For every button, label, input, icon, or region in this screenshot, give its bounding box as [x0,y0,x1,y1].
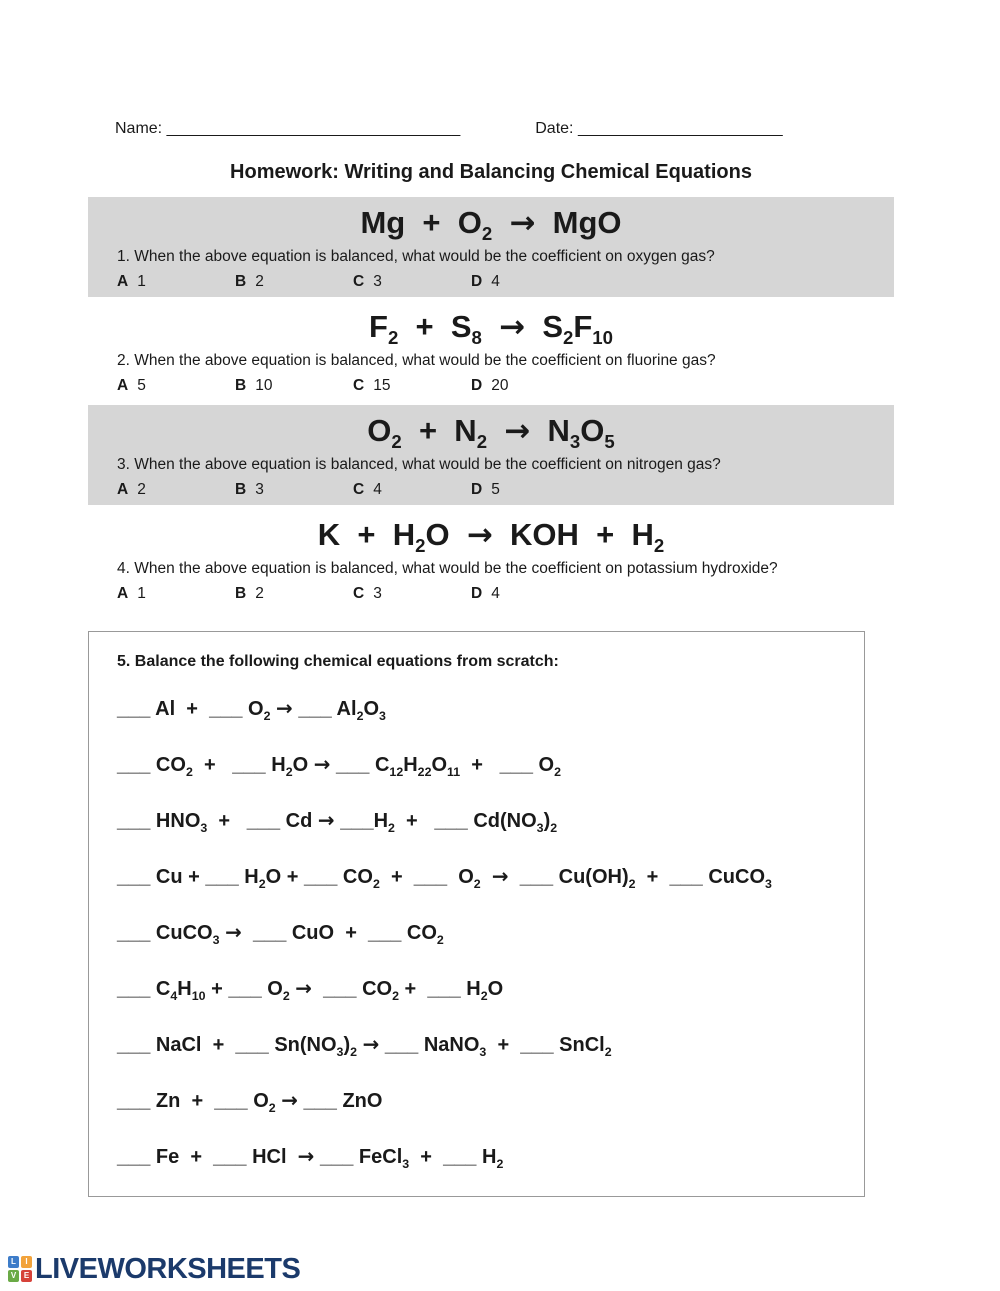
date-blank-line[interactable]: _______________________ [577,120,783,137]
balance-equation-6[interactable]: ___ $C_4H_{10}$ + ___ $O_2$ → ___ $CO_2$ + ___ $H_2O$ [117,976,504,1003]
question-2-block [88,301,894,401]
choice-b[interactable]: B 2 [235,273,264,290]
question-5-box [88,631,865,1197]
question-2-equation: $F_2 + S_8 \to S_2F_{10}$ [369,309,613,349]
question-4-choices [88,584,894,603]
choice-b[interactable]: B 3 [235,481,264,498]
question-4-equation: $K + H_2O$ → KOH + $H_2$ [317,517,665,557]
name-blank-line[interactable]: _________________________________ [166,120,461,137]
choice-b[interactable]: B 10 [235,377,273,394]
logo-tile-i: I [21,1256,32,1268]
choice-c[interactable]: C 3 [353,585,382,602]
date-group [535,119,782,139]
choice-c[interactable]: C 4 [353,481,382,498]
logo-tile-l: L [8,1256,19,1268]
question-3-choices [88,480,894,499]
balance-equation-8[interactable]: ___ Zn + ___ $O_2$ → ___ ZnO [117,1088,383,1115]
choice-d[interactable]: D 20 [471,377,509,394]
question-5-heading: 5. Balance the following chemical equations from scratch: [117,653,559,670]
liveworksheets-wordmark: LIVEWORKSHEETS [35,1253,301,1285]
question-1-text: 1. When the above equation is balanced, what would be the coefficient on oxygen gas? [117,248,715,265]
question-2-text: 2. When the above equation is balanced, what would be the coefficient on fluorine gas? [117,352,716,369]
balance-equation-3[interactable]: ___ $HNO_3$ + ___ $Cd \to \_\_\_H_2$ + ___ $Cd(NO_3)_2$ [117,808,558,835]
question-2-choices [88,376,894,395]
choice-d[interactable]: D 5 [471,481,500,498]
logo-tile-v: V [8,1270,19,1282]
name-label: Name: [115,120,163,137]
question-4-text: 4. When the above equation is balanced, what would be the coefficient on potassium hydroxide? [117,560,778,577]
balance-equation-7[interactable]: ___ NaCl + ___ $Sn(NO_3)_2$ → ___ NaNO$_3$ + ___ SnCl$_2$ [117,1032,612,1059]
balance-equation-4[interactable]: ___ Cu + ___ $H_2O$ + ___ $CO_2$ + ___ $O_2$ → ___ $Cu(OH)_2$ + ___ CuCO$_3$ [117,864,772,891]
balance-equation-5[interactable]: ___ CuCO$_3$ → ___ CuO + ___ $CO_2$ [117,920,444,947]
choice-a[interactable]: A 5 [117,377,146,394]
question-3-text: 3. When the above equation is balanced, what would be the coefficient on nitrogen gas? [117,456,721,473]
balance-equation-2[interactable]: ___ $CO_2$ + ___ $H_2O$ → ___ $C_{12}H_{22}O_{11}$ + ___ $O_2$ [117,752,561,779]
logo-tile-e: E [21,1270,32,1282]
choice-d[interactable]: D 4 [471,585,500,602]
question-4-block [88,509,894,609]
choice-a[interactable]: A 1 [117,585,146,602]
liveworksheets-logo [8,1252,300,1286]
question-1-choices [88,272,894,291]
choice-a[interactable]: A 1 [117,273,146,290]
question-1-equation: $Mg + O_2$ → MgO [360,205,622,245]
liveworksheets-icon [8,1256,32,1282]
name-group [115,119,460,139]
choice-c[interactable]: C 3 [353,273,382,290]
question-3-block [88,405,894,505]
date-label: Date: [535,120,574,137]
name-date-row [115,119,1000,139]
choice-d[interactable]: D 4 [471,273,500,290]
question-1-block [88,197,894,297]
balance-equation-1[interactable]: ___ Al + ___ $O_2$ → ___ $Al_2O_3$ [117,696,386,723]
choice-c[interactable]: C 15 [353,377,391,394]
balance-equation-9[interactable]: ___ Fe + ___ HCl → ___ FeCl$_3$ + ___ $H_2$ [117,1144,504,1171]
page-title: Homework: Writing and Balancing Chemical Equations [230,161,752,183]
question-3-equation: $O_2 + N_2 \to N_3O_5$ [367,413,615,453]
choice-a[interactable]: A 2 [117,481,146,498]
choice-b[interactable]: B 2 [235,585,264,602]
